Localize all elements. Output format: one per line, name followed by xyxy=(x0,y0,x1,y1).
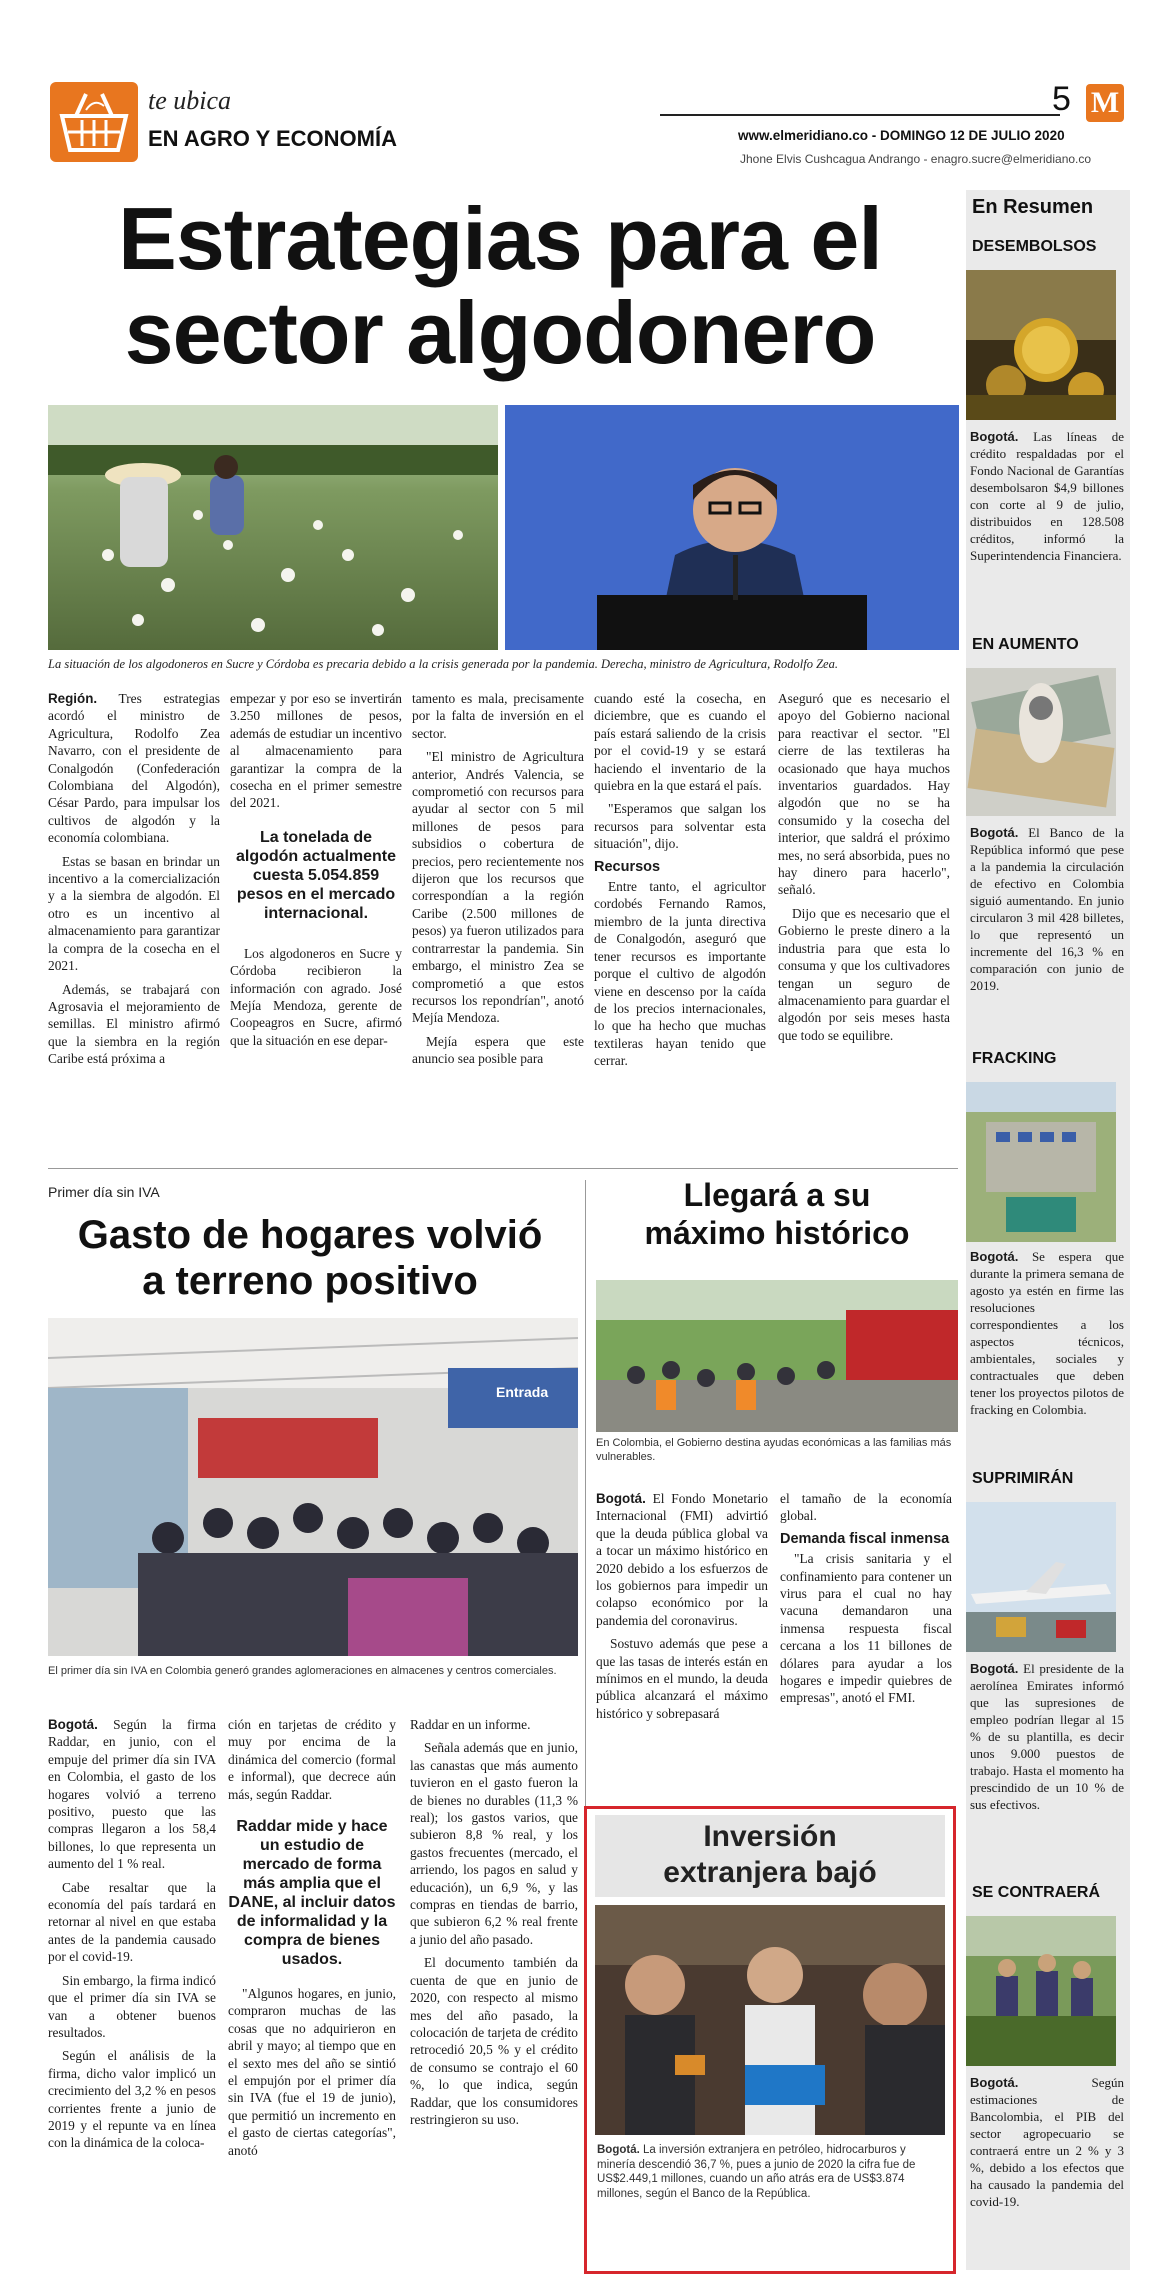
page-number: 5 xyxy=(1052,80,1071,118)
aid-queue-photo xyxy=(596,1280,958,1432)
main-lead: Región. xyxy=(48,691,98,706)
main-col5-p2: Dijo que es necesario que el Gobierno le preste dinero a la industria para que esta lo consuma y que los cultivadores tengan un seguro de almacenamiento para guardar el algodón por seis meses hasta que todo se equilibre. xyxy=(778,905,950,1043)
sidebar-lead-se-contraera: Bogotá. xyxy=(970,2075,1019,2090)
hogares-col3-p3: El documento también da cuenta de que en junio de 2020, con respecto al mismo mes del año pasado, la colocación de tarjeta de crédito retrocedió 20,5 % y el crédito de consumo se contrajo el 60 %, lo que indica, según Raddar, que los consumidores restringieron su uso. xyxy=(410,1955,578,2127)
author-line: Jhone Elvis Cushcagua Andrango - enagro.sucre@elmeridiano.co xyxy=(740,152,1092,166)
main-column-1 xyxy=(48,690,220,1074)
main-headline-line1: Estrategias para el xyxy=(118,189,882,288)
main-caption: La situación de los algodoneros en Sucre y Córdoba es precaria debido a la crisis generada por la pandemia. Derecha, ministro de Agricultura, Rodolfo Zea. xyxy=(48,657,838,671)
hogares-headline-line1: Gasto de hogares volvió xyxy=(77,1213,543,1257)
hogares-lead: Bogotá. xyxy=(48,1717,98,1732)
sidebar-body-se-contraera: Según estimaciones de Bancolombia, el PIB del sector agropecuario se contraerá entre un 2 % y 3 %, debido a los efectos que ha causado la pandemia del covid-19. xyxy=(970,2075,1124,2209)
inversion-lead: Bogotá. xyxy=(597,2144,640,2156)
inversion-text xyxy=(597,2143,943,2201)
header-rule xyxy=(660,114,1060,116)
main-pull-quote: La tonelada de algodón actualmente cuesta 5.054.859 pesos en el mercado internacional. xyxy=(235,828,397,922)
main-column-2 xyxy=(230,690,402,1055)
sidebar-text-suprimiran xyxy=(970,1660,1124,1813)
sidebar-lead-en-aumento: Bogotá. xyxy=(970,825,1019,840)
newspaper-logo xyxy=(1086,84,1124,122)
sidebar-title: En Resumen xyxy=(972,196,1094,218)
main-col5-p1: Aseguró que es necesario el apoyo del Gobierno nacional para reactivar el sector. "El cierre de las textileras ha ocasionado que haya muchos inventarios guardados. Hay algodón que no se ha consumido y la cosecha del interior, que saldrá el próximo mes, no será absorbida, pues no hay dinero para hacerlo", señaló. xyxy=(778,691,950,898)
main-col4-p1: cuando esté la cosecha, en diciembre, que es cuando el país estará saliendo de la crisis por el covid-19 y se estará haciendo el inventario de la quiebra en la que estará el país. xyxy=(594,691,766,794)
section-script: te ubica xyxy=(148,86,232,115)
inversion-headline-line2: extranjera bajó xyxy=(663,1856,877,1889)
inversion-headline-line1: Inversión xyxy=(703,1820,837,1853)
historico-column-2 xyxy=(780,1490,952,1713)
hogares-headline xyxy=(40,1212,580,1304)
sidebar-text-fracking xyxy=(970,1248,1124,1418)
inversion-box xyxy=(584,1806,956,2274)
main-column-3 xyxy=(412,690,584,1074)
main-col1-p2: Estas se basan en brindar un incentivo a la comercialización y a la siembra de algodón. El otro es un incentivo al almacenamiento para garantizar la compra de la cosecha en el 2021. xyxy=(48,853,220,974)
trading-floor-photo xyxy=(595,1905,945,2135)
sidebar-heading-en-aumento: EN AUMENTO xyxy=(972,636,1079,653)
main-col1-p3: Además, se trabajará con Agrosavia el mejoramiento de semillas. El ministro afirmó que la siembra en la región Caribe está próxima a xyxy=(48,981,220,1067)
section-logo xyxy=(48,80,140,164)
main-column-4 xyxy=(594,690,766,1076)
sidebar-heading-suprimiran: SUPRIMIRÁN xyxy=(972,1470,1074,1487)
main-col3-p1: tamento es mala, precisamente por la falta de inversión en el sector. xyxy=(412,691,584,741)
sidebar-heading-se-contraera: SE CONTRAERÁ xyxy=(972,1884,1101,1901)
site-date: www.elmeridiano.co - DOMINGO 12 DE JULIO 2020 xyxy=(738,128,1065,143)
sidebar-body-fracking: Se espera que durante la primera semana de agosto ya estén en firme las resoluciones correspondientes a los aspectos técnicos, ambientales, sociales y contractuales que deben tener los proyectos pilotos de fracking en Colombia. xyxy=(970,1249,1124,1417)
airplane-photo xyxy=(966,1502,1116,1652)
historico-col1-p2: Sostuvo además que pese a que las tasas de interés están en mínimos en el mundo, la deuda pública alcanzará el máximo histórico y sobrepasará xyxy=(596,1636,768,1721)
fracking-site-photo xyxy=(966,1082,1116,1242)
main-col2-p2: Los algodoneros en Sucre y Córdoba recibieron la información con agrado. José Mejía Mendoza, gerente de Coopeagros en Sucre, afirmó que la situación en ese depar- xyxy=(230,945,402,1048)
historico-caption: En Colombia, el Gobierno destina ayudas económicas a las familias más vulnerables. xyxy=(596,1437,952,1463)
main-column-5 xyxy=(778,690,950,1050)
hogares-kicker: Primer día sin IVA xyxy=(48,1184,160,1200)
main-col4-p3: Entre tanto, el agricultor cordobés Fernando Ramos, miembro de la junta directiva de Conalgodón, aseguró que tener recursos es importante porque el cultivo de algodón viene en descenso por la caída de los precios internacionales, lo que ha hecho que muchas textileras hayan tenido que cerrar. xyxy=(594,879,766,1069)
hogares-column-2 xyxy=(228,1716,396,2165)
sidebar-lead-suprimiran: Bogotá. xyxy=(970,1661,1019,1676)
main-col3-p2: "El ministro de Agricultura anterior, Andrés Valencia, se comprometió con recursos para ayudar al sector con 5 mil millones de pesos para subsidios o cobertura de precios, pero recientemente nos dijeron que los recursos que correspondían a la región Caribe (2.500 millones de pesos) ya fueron utilizados para contrarrestar la pandemia. Sin embargo, el ministro Zea se comprometió a que estos recursos los repondrían", anotó Mejía Mendoza. xyxy=(412,749,584,1026)
sidebar-text-en-aumento xyxy=(970,824,1124,994)
historico-headline-line2: máximo histórico xyxy=(644,1215,910,1251)
historico-subhead: Demanda fiscal inmensa xyxy=(780,1530,950,1547)
main-headline-line2: sector algodonero xyxy=(124,283,876,382)
banknotes-photo xyxy=(966,668,1116,816)
main-col4-p2: "Esperamos que salgan los recursos para solventar esta situación", dijo. xyxy=(594,801,766,852)
historico-headline-line1: Llegará a su xyxy=(683,1177,871,1213)
hogares-col1-p1: Según la firma Raddar, en junio, con el empuje del primer día sin IVA en Colombia, el gasto de los hogares volvió a terreno positivo, puesto que las compras llegaron a los 58,4 billones, lo que representa un aumento del 1 % real. xyxy=(48,1717,216,1872)
historico-col2-p1: el tamaño de la economía global. xyxy=(780,1491,952,1524)
cotton-field-photo xyxy=(48,405,498,650)
main-col3-p3: Mejía espera que este anuncio sea posible para xyxy=(412,1033,584,1067)
historico-column-1 xyxy=(596,1490,768,1728)
hogares-col1-p3: Sin embargo, la firma indicó que el primer día sin IVA se van a obtener buenos resultados. xyxy=(48,1972,216,2040)
logo-letter: M xyxy=(1090,86,1120,119)
sidebar-text-desembolsos xyxy=(970,428,1124,564)
sidebar-lead-desembolsos: Bogotá. xyxy=(970,429,1019,444)
main-subhead-recursos: Recursos xyxy=(594,858,661,875)
main-col1-p1: Tres estrategias acordó el ministro de Agricultura, Rodolfo Zea Navarro, con el presidente de Conalgodón (Confederación Colombiana del Algodón), César Pardo, para impulsar los cultivos de algodón y la economía colombiana. xyxy=(48,691,220,846)
historico-lead: Bogotá. xyxy=(596,1491,646,1506)
sidebar-body-suprimiran: El presidente de la aerolínea Emirates informó que las supresiones de empleo podrían llegar al 15 % de su plantilla, es decir unos 9.000 puestos de trabajo. Hasta el momento ha prescindido de un 10 % de sus efectivos. xyxy=(970,1661,1124,1812)
store-entrance-sign: Entrada xyxy=(496,1384,549,1400)
hogares-column-1 xyxy=(48,1716,216,2158)
sidebar-body-en-aumento: El Banco de la República informó que pese a la pandemia la circulación de efectivo en Colombia siguió aumentando. En junio circularon 3 mil 428 billetes, lo que representó un incremente del 16,3 % en comparación con junio de 2019. xyxy=(970,825,1124,993)
sidebar-body-desembolsos: Las líneas de crédito respaldadas por el Fondo Nacional de Garantías desembolsaron $4,9 billones con corte al 9 de julio, distribuidos en 128.508 créditos, informó la Superintendencia Financiera. xyxy=(970,429,1124,563)
farmers-photo xyxy=(966,1916,1116,2066)
main-col2-p1: empezar y por eso se invertirán 3.250 millones de pesos, además de estudiar un incentivo al almacenamiento para garantizar la compra de la cosecha en el primer semestre del 2021. xyxy=(230,691,402,811)
hogares-pull-quote: Raddar mide y hace un estudio de mercado de forma más amplia que el DANE, al incluir datos de informalidad y la compra de bienes usados. xyxy=(228,1818,396,1969)
basket-icon xyxy=(48,80,140,164)
hogares-col3-p1: Raddar en un informe. xyxy=(410,1717,531,1732)
hogares-col1-p4: Según el análisis de la firma, dicho valor implicó un crecimiento del 3,2 % en pesos corrientes frente a junio de 2019 y el repunte va en línea con la dinámica de la coloca- xyxy=(48,2048,216,2151)
hogares-col2-p2: "Algunos hogares, en junio, compraron muchas de las cosas que no adquirieron en abril y mayo; al tiempo que en el sexto mes del año se sintió el empujón por el primer día sin IVA (fue el 19 de junio), que permitió un incremento en el gasto de ciertas categorías", anotó xyxy=(228,1986,396,2158)
hogares-caption: El primer día sin IVA en Colombia generó grandes aglomeraciones en almacenes y centros comerciales. xyxy=(48,1665,557,1677)
hogares-col2-p1: ción en tarjetas de crédito y muy por encima de la dinámica del comercio (formal e informal), que decrece aún más, según Raddar. xyxy=(228,1717,396,1802)
sidebar-heading-fracking: FRACKING xyxy=(972,1050,1057,1067)
section-divider xyxy=(48,1168,958,1169)
hogares-col1-p2: Cabe resaltar que la economía del país tardará en retornar al nivel en que estaba antes de la pandemia causado por el covid-19. xyxy=(48,1879,216,1965)
section-title: EN AGRO Y ECONOMÍA xyxy=(148,126,397,151)
hogares-column-3 xyxy=(410,1716,578,2134)
inversion-caption: La inversión extranjera en petróleo, hidrocarburos y minería descendió 36,7 %, pues a junio de 2020 la cifra fue de US$2.449,1 millones, cuando un año atrás era de US$3.874 millones, según el Banco de la República. xyxy=(597,2144,916,2200)
sidebar-text-se-contraera xyxy=(970,2074,1124,2210)
inversion-headline xyxy=(595,1815,945,1897)
sidebar-lead-fracking: Bogotá. xyxy=(970,1249,1019,1264)
sidebar-heading-desembolsos: DESEMBOLSOS xyxy=(972,238,1097,255)
main-headline xyxy=(40,189,960,382)
hogares-headline-line2: a terreno positivo xyxy=(142,1259,478,1303)
historico-col1-p1: El Fondo Monetario Internacional (FMI) advirtió que la deuda pública global va a tocar un máximo histórico en 2020 debido a los esfuerzos de los gobiernos para impedir un colapso económico por la pandemia del coronavirus. xyxy=(596,1491,768,1628)
hogares-col3-p2: Señala además que en junio, las canastas que más aumento tuvieron en el gasto fueron la de bienes no durables (11,3 % real); los gastos varios, que subieron 8,8 % real, y los gastos frecuentes (mercado, el arriendo, los pagos en salud y educación), un 6,9 %, y las compras en tiendas de barrio, que subieron 6,2 % real frente a junio del año pasado. xyxy=(410,1740,578,1947)
coins-photo xyxy=(966,270,1116,420)
store-crowd-photo xyxy=(48,1318,578,1656)
historico-headline xyxy=(594,1176,960,1252)
minister-photo xyxy=(505,405,959,650)
historico-col2-p2: "La crisis sanitaria y el confinamiento para contener un virus para el cual no hay vacuna demandaron una inmensa respuesta fiscal cercana a los 11 billones de dólares para ayudar a los hogares e impedir quiebres de empresas", anotó el FMI. xyxy=(780,1551,952,1706)
